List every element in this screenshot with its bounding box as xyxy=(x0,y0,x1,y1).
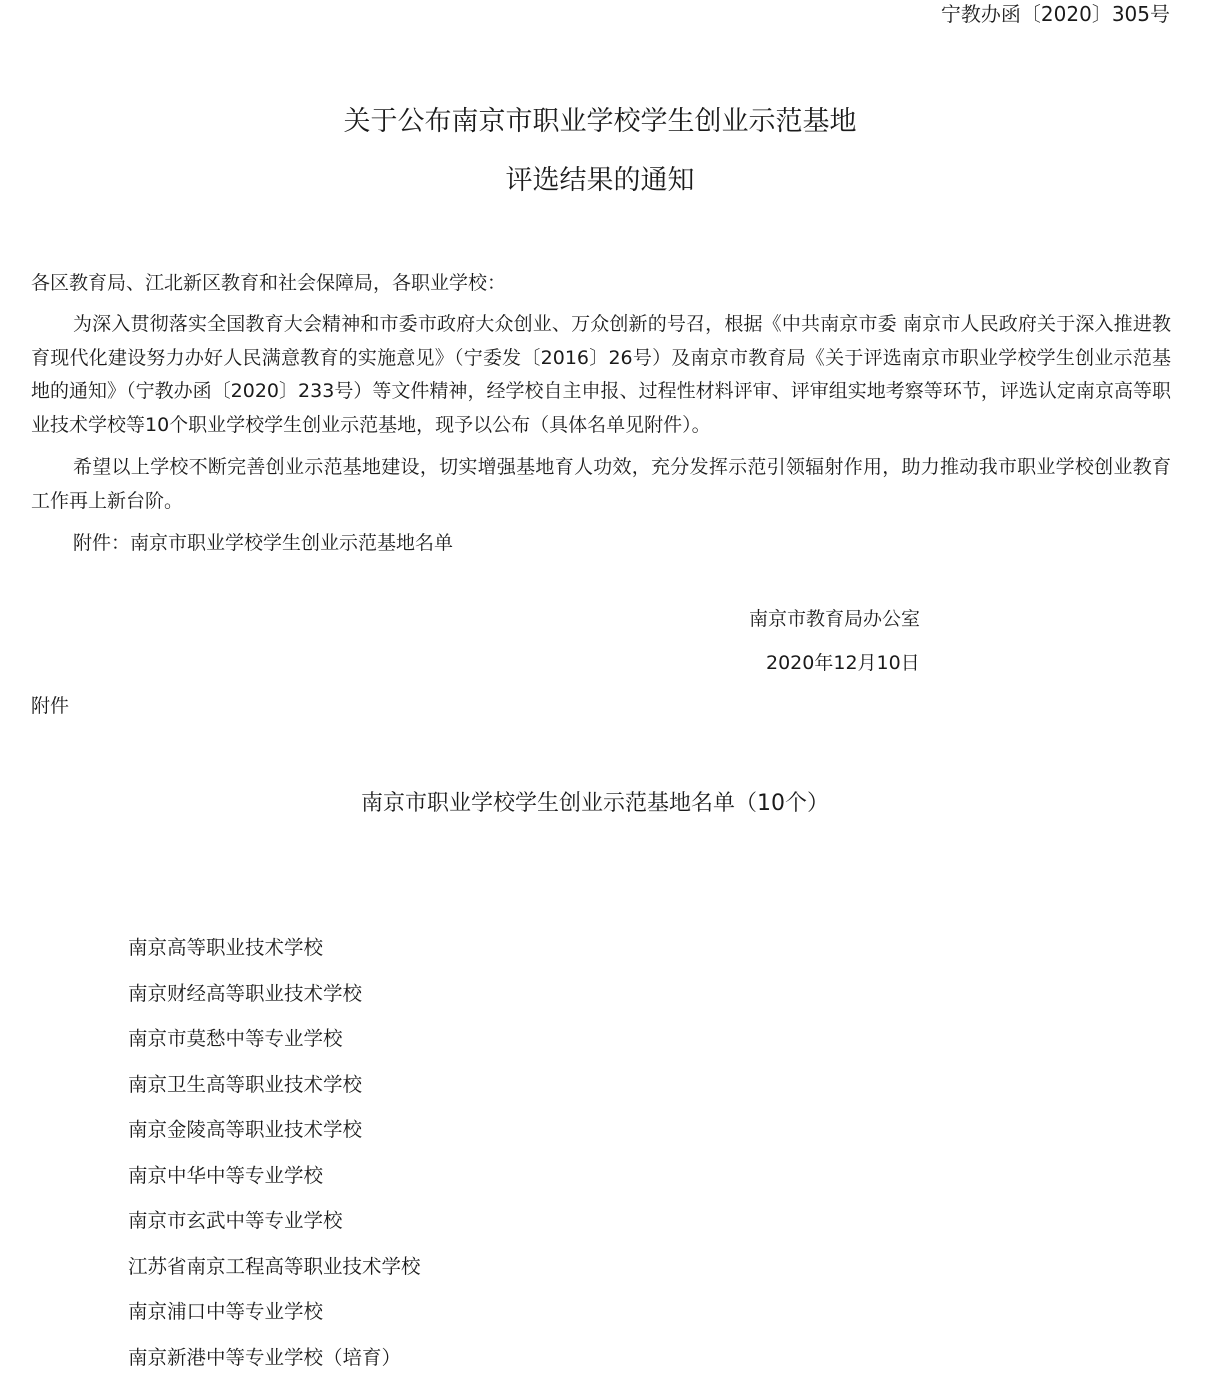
list-item: 南京新港中等专业学校（培育） xyxy=(128,1335,421,1380)
document-title-line-1: 关于公布南京市职业学校学生创业示范基地 xyxy=(0,104,1200,140)
attachment-note: 附件：南京市职业学校学生创业示范基地名单 xyxy=(31,527,1171,561)
list-item: 南京中华中等专业学校 xyxy=(128,1153,421,1199)
list-item: 江苏省南京工程高等职业技术学校 xyxy=(128,1244,421,1290)
attachment-label: 附件 xyxy=(31,690,69,723)
school-list xyxy=(128,925,421,1380)
list-item: 南京市玄武中等专业学校 xyxy=(128,1198,421,1244)
list-item: 南京高等职业技术学校 xyxy=(128,925,421,971)
document-title-line-2: 评选结果的通知 xyxy=(0,163,1200,199)
list-item: 南京市莫愁中等专业学校 xyxy=(128,1016,421,1062)
document-number: 宁教办函〔2020〕305号 xyxy=(941,0,1170,28)
list-item: 南京卫生高等职业技术学校 xyxy=(128,1062,421,1108)
list-item: 南京财经高等职业技术学校 xyxy=(128,971,421,1017)
signature-organization: 南京市教育局办公室 xyxy=(749,603,920,636)
school-list-title: 南京市职业学校学生创业示范基地名单（10个） xyxy=(0,786,1190,822)
signature-date: 2020年12月10日 xyxy=(766,647,920,680)
list-item: 南京金陵高等职业技术学校 xyxy=(128,1107,421,1153)
addressee: 各区教育局、江北新区教育和社会保障局，各职业学校： xyxy=(31,267,1171,301)
list-item: 南京浦口中等专业学校 xyxy=(128,1289,421,1335)
body-paragraph-1: 为深入贯彻落实全国教育大会精神和市委市政府大众创业、万众创新的号召，根据《中共南京市委 南京市人民政府关于深入推进教育现代化建设努力办好人民满意教育的实施意见》（宁委发〔2016〕26号）及南京市教育局《关于评选南京市职业学校学生创业示范基地的通知》（宁教办函〔2020〕233号）等文件精神，经学校自主申报、过程性材料评审、评审组实地考察等环节，评选认定南京高等职业技术学校等10个职业学校学生创业示范基地，现予以公布（具体名单见附件）。 xyxy=(31,308,1171,442)
body-paragraph-2: 希望以上学校不断完善创业示范基地建设，切实增强基地育人功效，充分发挥示范引领辐射作用，助力推动我市职业学校创业教育工作再上新台阶。 xyxy=(31,451,1171,518)
